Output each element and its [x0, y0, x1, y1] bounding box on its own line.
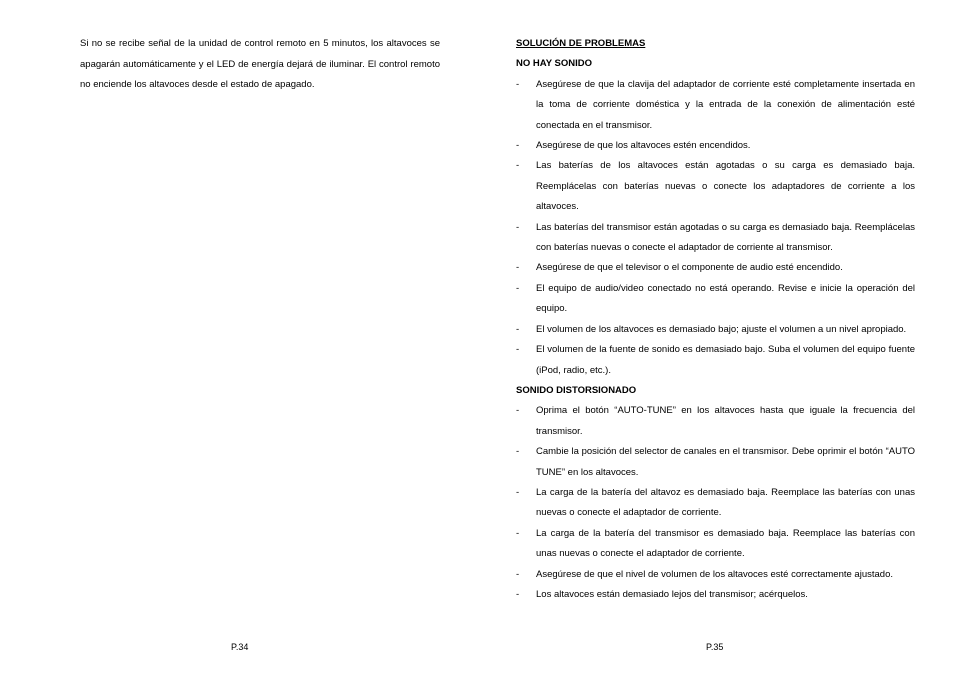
list-bullet: -	[516, 78, 520, 90]
list-item-text: El volumen de los altavoces es demasiado bajo; ajuste el volumen a un nivel apropiado.	[536, 323, 907, 335]
list-item	[516, 524, 915, 565]
page-title: SOLUCIÓN DE PROBLEMAS	[516, 38, 646, 49]
list-item	[516, 218, 915, 259]
list-item-text: El volumen de la fuente de sonido es demasiado bajo. Suba el volumen del equipo fuente (iPod, radio, etc.).	[536, 344, 915, 376]
list-bullet: -	[516, 282, 520, 294]
list-item	[516, 156, 915, 217]
list-item	[516, 442, 915, 483]
section-heading-distorted-sound: SONIDO DISTORSIONADO	[516, 384, 637, 396]
list-item-text: Asegúrese de que la clavija del adaptador de corriente esté completamente insertada en la toma de corriente doméstica y la entrada de la conexión de alimentación esté conectada en el transmisor.	[536, 78, 915, 131]
list-item-text: La carga de la batería del altavoz es demasiado baja. Reemplace las baterías con unas nuevas o conecte el adaptador de corriente.	[536, 486, 915, 519]
list-bullet: -	[516, 262, 520, 274]
list-item	[516, 565, 915, 585]
list-bullet: -	[516, 323, 520, 335]
list-item	[516, 75, 915, 136]
list-bullet: -	[516, 446, 520, 458]
list-item-text: Cambie la posición del selector de canales en el transmisor. Debe oprimir el botón “AUTO TUNE” en los altavoces.	[536, 446, 915, 478]
list-bullet: -	[516, 160, 520, 172]
right-page	[477, 0, 954, 675]
list-item	[516, 136, 915, 156]
list-item-text: Las baterías de los altavoces están agotadas o su carga es demasiado baja. Reemplácelas con baterías nuevas o conecte los adaptadores de corriente a los altavoces.	[536, 160, 915, 213]
list-item-text: Las baterías del transmisor están agotadas o su carga es demasiado baja. Reemplácelas con baterías nuevas o conecte el adaptador de corriente al transmisor.	[536, 221, 915, 254]
list-item-text: La carga de la batería del transmisor es demasiado baja. Reemplace las baterías con unas nuevas o conecte el adaptador de corriente.	[536, 527, 915, 560]
list-item	[516, 340, 915, 381]
list-item	[516, 401, 915, 442]
list-item	[516, 320, 915, 340]
list-item	[516, 279, 915, 320]
troubleshooting-column	[516, 34, 915, 605]
list-item-text: Asegúrese de que los altavoces estén encendidos.	[536, 140, 751, 152]
page-number-left: P.34	[231, 642, 249, 652]
list-bullet: -	[516, 344, 520, 356]
list-item-text: Oprima el botón “AUTO-TUNE” en los altavoces hasta que iguale la frecuencia del transmisor.	[536, 405, 915, 437]
section-heading-no-sound: NO HAY SONIDO	[516, 58, 593, 70]
list-item-text: Asegúrese de que el televisor o el componente de audio esté encendido.	[536, 262, 843, 274]
list-bullet: -	[516, 221, 520, 233]
list-item	[516, 585, 915, 605]
list-bullet: -	[516, 568, 520, 580]
list-bullet: -	[516, 588, 520, 600]
list-item-text: El equipo de audio/video conectado no está operando. Revise e inicie la operación del equipo.	[536, 282, 915, 315]
list-item-text: Asegúrese de que el nivel de volumen de los altavoces esté correctamente ajustado.	[536, 568, 893, 580]
auto-off-paragraph: Si no se recibe señal de la unidad de control remoto en 5 minutos, los altavoces se apagarán automáticamente y el LED de energía dejará de iluminar. El control remoto no enciende los altavoces desde el estado de apagado.	[80, 38, 440, 90]
list-item	[516, 258, 915, 278]
list-bullet: -	[516, 405, 520, 417]
list-item	[516, 483, 915, 524]
list-bullet: -	[516, 140, 520, 152]
list-item-text: Los altavoces están demasiado lejos del transmisor; acérquelos.	[536, 588, 808, 600]
list-bullet: -	[516, 527, 520, 539]
list-bullet: -	[516, 486, 520, 498]
page-number-right: P.35	[706, 642, 724, 652]
